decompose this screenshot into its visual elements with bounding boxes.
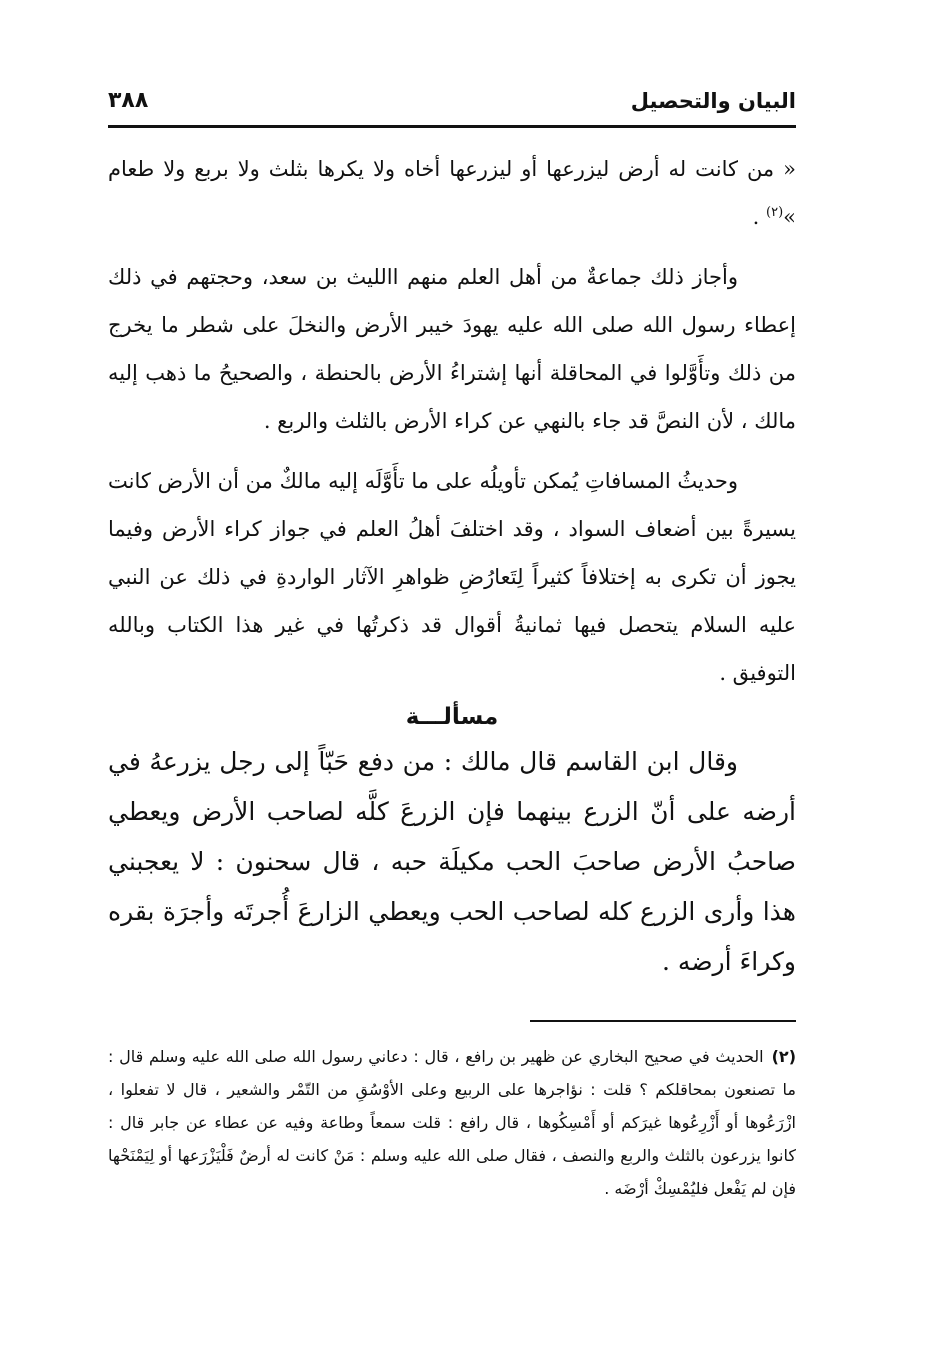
paragraph-musaqat: وحديثُ المسافاتِ يُمكن تأويلُه على ما تأَوَّلَه إليه مالكٌ من أن الأرض كانت يسيرةً بين أضعاف السواد ، وقد اختلفَ أهلُ العلم في جواز كراء الأرض وفيما يجوز أن تكرى به إختلافاً كثيراً لِتَعارُضِ ظواهرِ الآثار الواردةِ في ذلك عن النبي عليه السلام يتحصل فيها ثمانيةُ أقوال قد ذكرتُها في غير هذا الكتاب وبالله التوفيق . (108, 469, 796, 685)
page-header (108, 84, 796, 124)
paragraph-masala: وقال ابن القاسم قال مالك : من دفع حَبّاً إلى رجل يزرعهُ في أرضه على أنّ الزرع بينهما فإن الزرعَ كلَّه لصاحب الأرض ويعطي صاحبُ الأرض صاحبَ الحب مكيلَة حبه ، قال سحنون : لا يعجبني هذا وأرى الزرع كله لصاحب الحب ويعطي الزارعَ أُجرتَه وأجرَة بقره وكراءَ أرضه . (108, 747, 796, 976)
footnote-text: الحديث في صحيح البخاري عن ظهير بن رافع ، قال : دعاني رسول الله صلى الله عليه وسلم قال : ما تصنعون بمحاقلكم ؟ قلت : نؤاجرها على الربيع وعلى الأوْسُقِ من التّمْر والشعير ، قال لا تفعلوا ، ازْرَعُوها أو أَزْرِعُوها غيرَكم أو أَمْسِكُوها ، قال رافع : قلت سمعاً وطاعة وفيه عن عطاء عن جابر قال : كانوا يزرعون بالثلث والربع والنصف ، فقال صلى الله عليه وسلم : مَنْ كانت له أرضٌ فَلْيَزْرَعها أو لِيَمْنَحْها فإن لم يَفْعل فليُمْسِكْ أرْضَه . (108, 1047, 796, 1198)
hadith-quote-text: « من كانت له أرض ليزرعها أو ليزرعها أخاه ولا يكرها بثلث ولا بربع ولا طعام » (108, 157, 796, 229)
main-text (108, 145, 796, 987)
paragraph-hadith-quote (108, 145, 796, 241)
footnotes (108, 1040, 796, 1205)
footnote-2 (108, 1040, 796, 1205)
footnote-separator (530, 1020, 796, 1022)
footnote-reference: (٢) (766, 205, 784, 220)
hadith-quote-end: . (752, 205, 766, 229)
footnote-marker: (٢) (771, 1047, 796, 1066)
running-title: البيان والتحصيل (630, 89, 796, 113)
paragraph-permission: وأجاز ذلك جماعةٌ من أهل العلم منهم االليث بن سعد، وحجتهم في ذلك إعطاء رسول الله صلى الله عليه يهودَ خيبر الأرض والنخلَ على شطر ما يخرج من ذلك وتأَوَّلوا في المحاقلة أنها إشتراءُ الأرض بالحنطة ، والصحيحُ ما ذهب إليه مالك ، لأن النصَّ قد جاء بالنهي عن كراء الأرض بالثلث والربع . (108, 265, 796, 433)
header-rule (108, 125, 796, 128)
page-number: ٣٨٨ (108, 88, 149, 113)
section-heading: مسألـــة (405, 704, 499, 730)
